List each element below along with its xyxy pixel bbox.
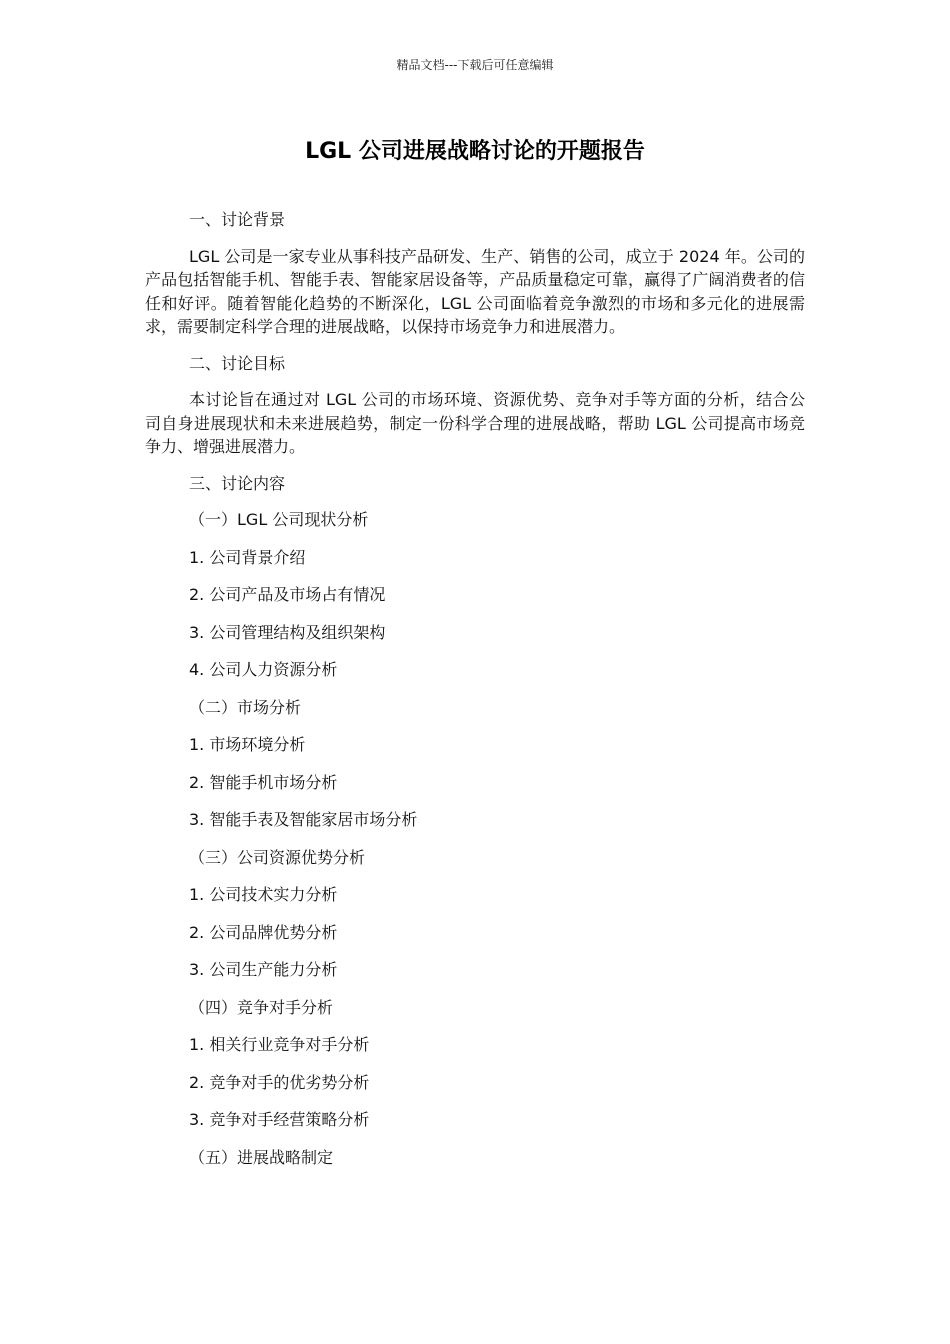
- outline-item: 1. 公司背景介绍: [189, 547, 306, 567]
- outline-item: 1. 相关行业竞争对手分析: [189, 1035, 370, 1054]
- outline-item: 3. 智能手表及智能家居市场分析: [189, 810, 418, 829]
- section-heading-content: 三、讨论内容: [189, 473, 286, 493]
- outline-item: 3. 公司生产能力分析: [189, 960, 338, 979]
- section-heading-background: 一、讨论背景: [189, 210, 286, 229]
- outline-item: 2. 公司产品及市场占有情况: [189, 585, 386, 604]
- outline-item: 4. 公司人力资源分析: [189, 660, 338, 679]
- outline-item: 2. 智能手机市场分析: [189, 772, 338, 792]
- document-title: LGL 公司进展战略讨论的开题报告: [305, 139, 645, 164]
- outline-item: （五）进展战略制定: [189, 1147, 334, 1167]
- outline-item: 3. 公司管理结构及组织架构: [189, 622, 386, 642]
- background-paragraph: LGL 公司是一家专业从事科技产品研发、生产、销售的公司，成立于 2024 年。公司的产品包括智能手机、智能手表、智能家居设备等，产品质量稳定可靠，赢得了广阔消费者的信任和好评。随着智能化趋势的不断深化，LGL 公司面临着竞争激烈的市场和多元化的进展需求，需要制定科学合理的进展战略，以保持市场竞争力和进展潜力。: [145, 246, 805, 336]
- outline-item: 1. 市场环境分析: [189, 735, 306, 754]
- outline-item: （三）公司资源优势分析: [189, 847, 366, 867]
- outline-item: （四）竞争对手分析: [189, 997, 334, 1017]
- outline-item: 2. 公司品牌优势分析: [189, 922, 338, 942]
- section-heading-goal: 二、讨论目标: [189, 353, 286, 373]
- goal-paragraph: 本讨论旨在通过对 LGL 公司的市场环境、资源优势、竞争对手等方面的分析，结合公司自身进展现状和未来进展趋势，制定一份科学合理的进展战略，帮助 LGL 公司提高市场竞争力、增强进展潜力。: [145, 390, 805, 456]
- outline-item: （一）LGL 公司现状分析: [189, 510, 369, 529]
- content-outline: [145, 508, 805, 1183]
- page-header: 精品文档---下载后可任意编辑: [396, 58, 554, 72]
- outline-item: （二）市场分析: [189, 697, 302, 717]
- outline-item: 3. 竞争对手经营策略分析: [189, 1110, 370, 1129]
- outline-item: 2. 竞争对手的优劣势分析: [189, 1072, 370, 1092]
- document-body: [145, 208, 805, 1183]
- outline-item: 1. 公司技术实力分析: [189, 885, 338, 904]
